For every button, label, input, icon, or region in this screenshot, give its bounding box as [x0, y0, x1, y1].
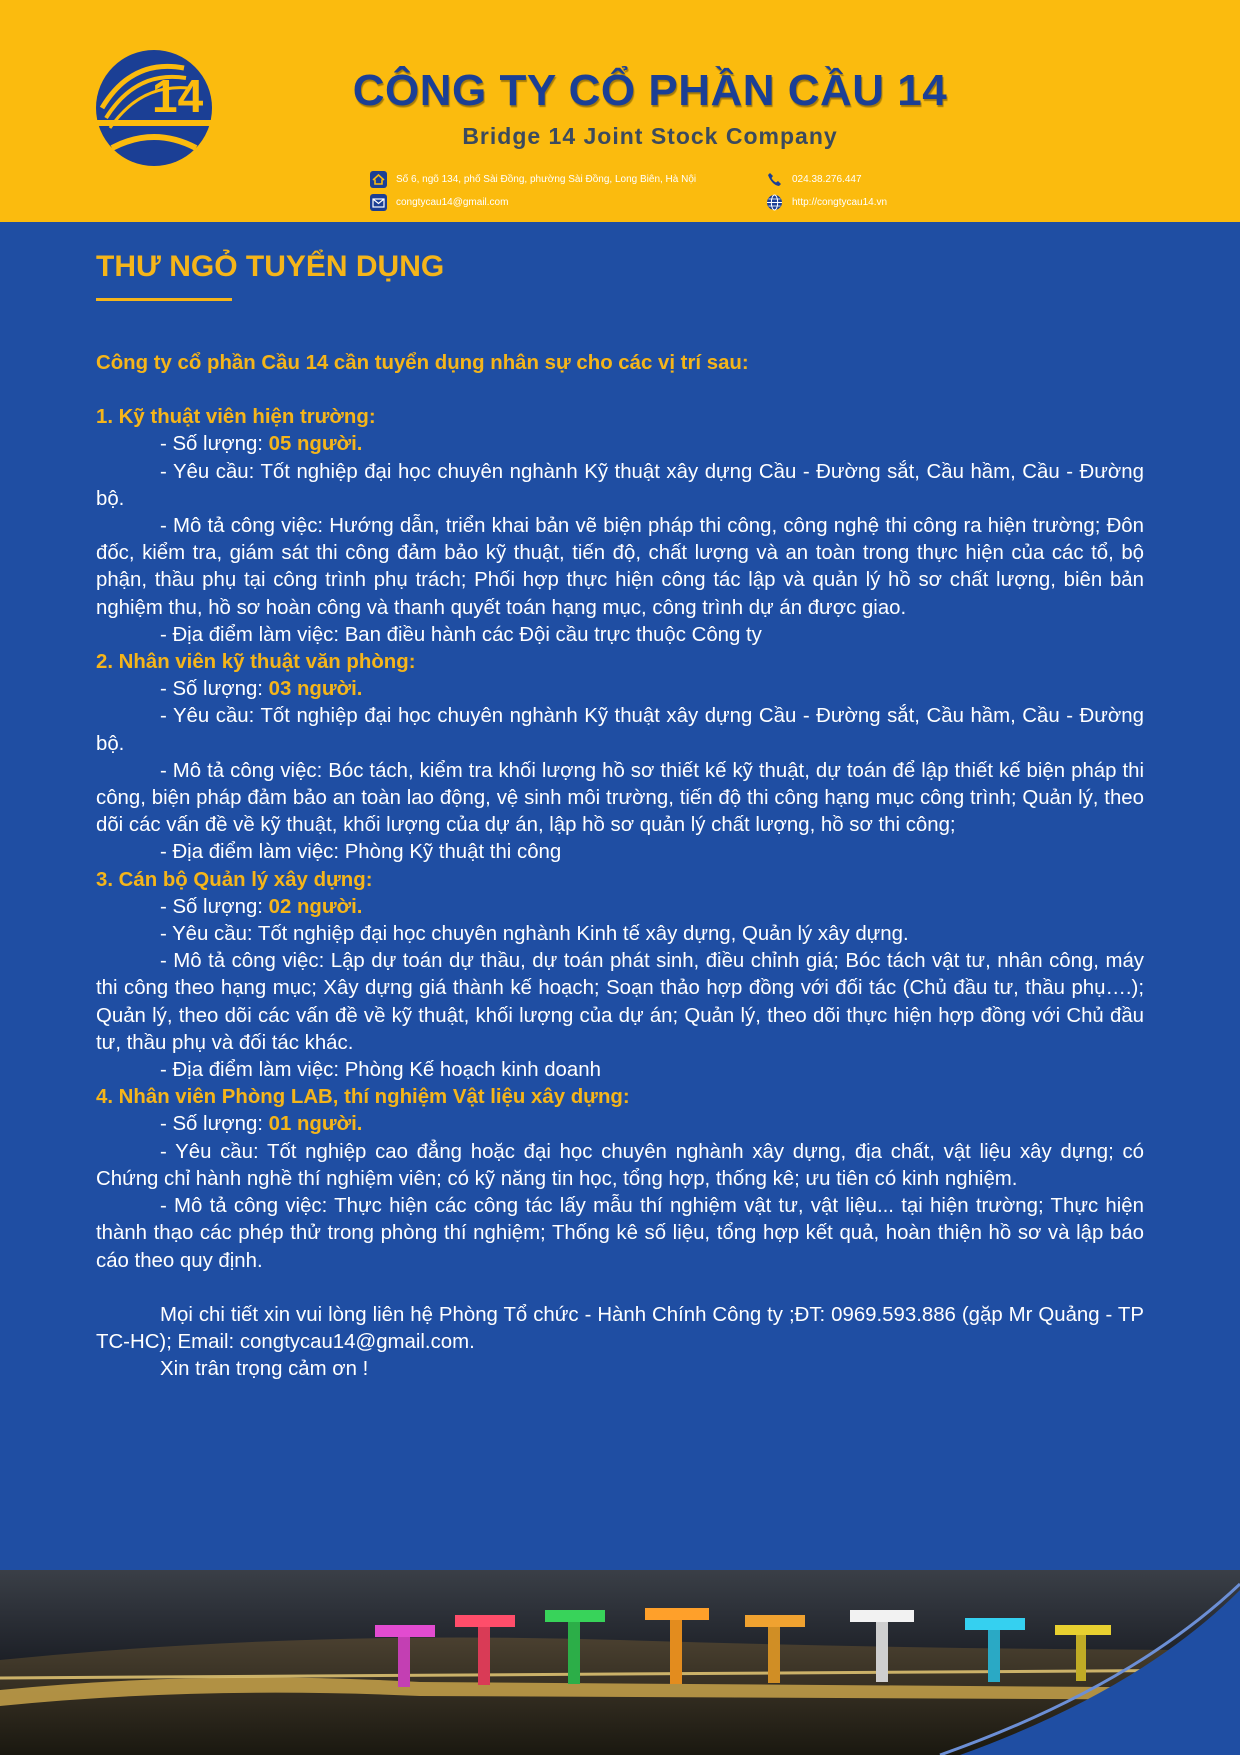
position-quantity: - Số lượng: 01 người.	[160, 1113, 363, 1136]
letterhead	[0, 0, 1240, 222]
company-name-en: Bridge 14 Joint Stock Company	[462, 123, 838, 149]
email-line	[370, 194, 508, 211]
position-heading: 1. Kỹ thuật viên hiện trường:	[96, 406, 376, 429]
position-location: - Địa điểm làm việc: Ban điều hành các Đội cầu trực thuộc Công ty	[160, 623, 762, 646]
position-quantity: - Số lượng: 03 người.	[160, 678, 363, 701]
quantity-value: 01 người.	[268, 1113, 363, 1136]
letter-body	[96, 350, 1144, 1383]
email-text[interactable]: congtycau14@gmail.com	[396, 197, 509, 208]
position-description: - Mô tả công việc: Lập dự toán dự thầu, dự toán phát sinh, điều chỉnh giá; Bóc tách vật tư, nhân công, máy thi công theo hạng mục; Xây dựng giá thành kế hoạch; Soạn thảo hợp đồng với đối tác (Chủ đầu tư, thầu phụ….); Quản lý, theo dõi các vấn đề về kỹ thuật, khối lượng của dự án; Quản lý, theo dõi thực hiện hợp đồng với Chủ đầu tư, thầu phụ và đối tác khác.	[96, 950, 1144, 1054]
position-heading: 2. Nhân viên kỹ thuật văn phòng:	[96, 651, 416, 674]
position-requirement: - Yêu cầu: Tốt nghiệp đại học chuyên nghành Kỹ thuật xây dựng Cầu - Đường sắt, Cầu hầm, Cầu - Đường bộ.	[96, 460, 1144, 510]
company-name: CÔNG TY CỔ PHẦN CẦU 14	[352, 66, 948, 115]
position-description: - Mô tả công việc: Hướng dẫn, triển khai bản vẽ biện pháp thi công, công nghệ thi công ra hiện trường; Đôn đốc, kiểm tra, giám sát thi công đảm bảo kỹ thuật, tiến độ, chất lượng và an toàn trong thực hiện của các tổ, bộ phận, thầu phụ tại công trình phụ trách; Phối hợp thực hiện công tác lập và quản lý hồ sơ chất lượng, biên bản nghiệm thu, hồ sơ hoàn công và thanh quyết toán hạng mục, công trình dự án được giao.	[96, 515, 1144, 619]
position-requirement: - Yêu cầu: Tốt nghiệp đại học chuyên nghành Kinh tế xây dựng, Quản lý xây dựng.	[160, 923, 909, 946]
document-title: THƯ NGỎ TUYỂN DỤNG	[96, 250, 445, 283]
closing-line: Xin trân trọng cảm ơn !	[160, 1358, 369, 1381]
bridge-night-photo	[0, 1570, 1240, 1755]
position-requirement: - Yêu cầu: Tốt nghiệp cao đẳng hoặc đại học chuyên nghành xây dựng, địa chất, vật liệu xây dựng; có Chứng chỉ hành nghề thí nghiệm viên; có kỹ năng tin học, tổng hợp, thống kê; ưu tiên có kinh nghiệm.	[96, 1140, 1144, 1190]
home-icon	[370, 171, 387, 188]
mail-icon	[370, 194, 387, 211]
position-requirement: - Yêu cầu: Tốt nghiệp đại học chuyên nghành Kỹ thuật xây dựng Cầu - Đường sắt, Cầu hầm, Cầu - Đường bộ.	[96, 705, 1144, 755]
position-description: - Mô tả công việc: Thực hiện các công tác lấy mẫu thí nghiệm vật tư, vật liệu... tại hiện trường; Thực hiện thành thạo các phép thử trong phòng thí nghiệm; Thống kê số liệu, tổng hợp kết quả, hoàn thiện hồ sơ và lập báo cáo theo quy định.	[96, 1195, 1144, 1272]
position-heading: 4. Nhân viên Phòng LAB, thí nghiệm Vật liệu xây dựng:	[96, 1086, 630, 1109]
quantity-value: 03 người.	[268, 678, 363, 701]
position-location: - Địa điểm làm việc: Phòng Kế hoạch kinh doanh	[160, 1059, 601, 1082]
position-description: - Mô tả công việc: Bóc tách, kiểm tra khối lượng hồ sơ thiết kế kỹ thuật, dự toán để lập thiết kế biện pháp thi công, biện pháp đảm bảo an toàn lao động, vệ sinh môi trường, tiến độ thi công hạng mục công trình; Quản lý, theo dõi các vấn đề về kỹ thuật, khối lượng của dự án, lập hồ sơ quản lý chất lượng, hồ sơ thi công;	[96, 759, 1144, 837]
quantity-value: 05 người.	[268, 433, 363, 456]
phone-icon	[766, 171, 783, 188]
address-line	[370, 171, 696, 188]
globe-icon	[766, 194, 783, 211]
position-quantity: - Số lượng: 05 người.	[160, 433, 363, 456]
contact-note: Mọi chi tiết xin vui lòng liên hệ Phòng Tổ chức - Hành Chính Công ty ;ĐT: 0969.593.886 (gặp Mr Quảng - TP TC-HC); Email: congtycau14@gmail.com.	[96, 1303, 1144, 1353]
website-text[interactable]: http://congtycau14.vn	[792, 197, 888, 208]
position-quantity: - Số lượng: 02 người.	[160, 895, 363, 918]
phone-line	[766, 171, 862, 188]
intro-text: Công ty cổ phần Cầu 14 cần tuyển dụng nhân sự cho các vị trí sau:	[96, 352, 749, 374]
address-text: Số 6, ngõ 134, phố Sài Đồng, phường Sài Đồng, Long Biên, Hà Nội	[396, 174, 697, 185]
position-heading: 3. Cán bộ Quản lý xây dựng:	[96, 868, 373, 891]
phone-text: 024.38.276.447	[792, 174, 862, 185]
position-location: - Địa điểm làm việc: Phòng Kỹ thuật thi công	[160, 841, 562, 864]
title-underline	[96, 298, 232, 301]
quantity-value: 02 người.	[268, 895, 363, 918]
logo-number: 14	[152, 70, 204, 122]
website-line	[766, 194, 887, 211]
